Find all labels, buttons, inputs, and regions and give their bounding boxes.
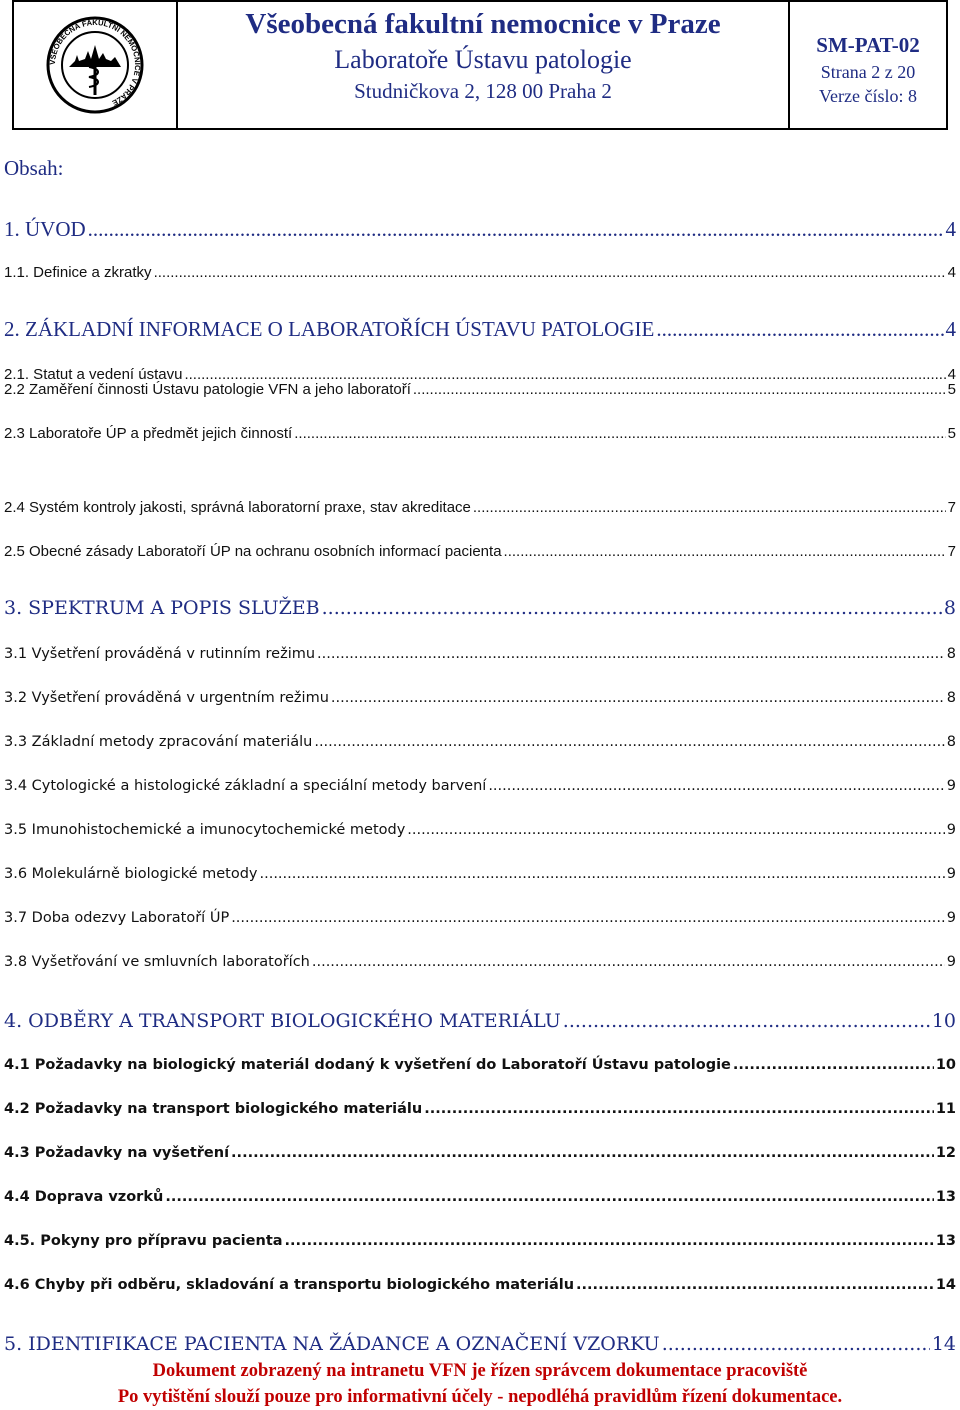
toc-entry[interactable] xyxy=(4,499,956,516)
address: Studničkova 2, 128 00 Praha 2 xyxy=(354,79,612,103)
institution-name: Všeobecná fakultní nemocnice v Praze xyxy=(245,8,721,40)
toc-entry-label: 2. ZÁKLADNÍ INFORMACE O LABORATOŘÍCH ÚSTAVU PATOLOGIE xyxy=(4,317,655,341)
toc-entry[interactable] xyxy=(4,217,956,242)
toc-entry-page: 4 xyxy=(947,264,956,281)
toc-entry[interactable] xyxy=(4,1145,956,1161)
document-code: SM-PAT-02 xyxy=(816,33,920,57)
toc-entry[interactable] xyxy=(4,1010,956,1032)
toc-entry-label: 4.2 Požadavky na transport biologického materiálu xyxy=(4,1101,423,1117)
version-info: Verze číslo: 8 xyxy=(819,86,917,106)
toc-entry[interactable] xyxy=(4,264,956,281)
toc-entry-label: 4. ODBĚRY A TRANSPORT BIOLOGICKÉHO MATERIÁLU xyxy=(4,1010,561,1032)
toc-entry[interactable] xyxy=(4,1189,956,1205)
toc-entry-page: 9 xyxy=(946,822,956,838)
contents-heading: Obsah: xyxy=(4,156,64,180)
toc-entry[interactable] xyxy=(4,954,956,970)
toc-entry-label: 2.1. Statut a vedení ústavu xyxy=(4,366,183,383)
toc-entry-page: 14 xyxy=(935,1277,956,1293)
toc-entry[interactable] xyxy=(4,1333,956,1355)
toc-entry-page: 13 xyxy=(935,1233,956,1249)
toc-entry[interactable] xyxy=(4,778,956,794)
toc-entry-page: 9 xyxy=(946,778,956,794)
toc-entry-page: 14 xyxy=(931,1333,956,1355)
toc-entry-page: 8 xyxy=(946,646,956,662)
toc-entry-page: 9 xyxy=(946,910,956,926)
toc-entry-page: 9 xyxy=(946,954,956,970)
toc-entry-page: 13 xyxy=(935,1189,956,1205)
toc-entry-label: 2.3 Laboratoře ÚP a předmět jejich činností xyxy=(4,425,293,442)
toc-entry-page: 4 xyxy=(945,217,956,241)
footer-notice-line-1: Dokument zobrazený na intranetu VFN je řízen správcem dokumentace pracoviště xyxy=(152,1361,808,1381)
toc-entry-label: 3.7 Doba odezvy Laboratoří ÚP xyxy=(4,910,230,926)
toc-entry[interactable] xyxy=(4,690,956,706)
seal-text: VŠEOBECNÁ FAKULTNÍ NEMOCNICE V PRAZE xyxy=(47,17,143,108)
toc-entry-page: 5 xyxy=(947,425,956,442)
toc-entry[interactable] xyxy=(4,866,956,882)
toc-entry-label: 1.1. Definice a zkratky xyxy=(4,264,152,281)
toc-entry-page: 11 xyxy=(935,1101,956,1117)
toc-entry-page: 7 xyxy=(947,499,956,516)
toc-entry-label: 4.3 Požadavky na vyšetření xyxy=(4,1145,230,1161)
toc-entry[interactable] xyxy=(4,597,956,619)
toc-entry-label: 2.5 Obecné zásady Laboratoří ÚP na ochranu osobních informací pacienta xyxy=(4,543,502,560)
toc-entry-page: 8 xyxy=(946,690,956,706)
footer-notice-line-2: Po vytištění slouží pouze pro informativní účely - nepodléhá pravidlům řízení dokumentace. xyxy=(117,1387,843,1407)
toc-entry-page: 8 xyxy=(946,734,956,750)
toc-entry[interactable] xyxy=(4,1101,956,1117)
toc-entry[interactable] xyxy=(4,734,956,750)
toc-entry-label: 1. ÚVOD xyxy=(4,217,86,241)
toc-entry-page: 7 xyxy=(947,543,956,560)
toc-entry[interactable] xyxy=(4,646,956,662)
toc-entry-label: 4.1 Požadavky na biologický materiál dodaný k vyšetření do Laboratoří Ústavu patologie xyxy=(4,1057,731,1073)
toc-entry-label: 2.4 Systém kontroly jakosti, správná laboratorní praxe, stav akreditace xyxy=(4,499,471,516)
toc-entry[interactable] xyxy=(4,425,956,442)
toc-entry-page: 9 xyxy=(946,866,956,882)
toc-entry-label: 4.5. Pokyny pro přípravu pacienta xyxy=(4,1233,283,1249)
toc-entry-page: 10 xyxy=(935,1057,956,1073)
toc-entry-label: 3. SPEKTRUM A POPIS SLUŽEB xyxy=(4,597,320,619)
toc-entry-label: 3.2 Vyšetření prováděná v urgentním režimu xyxy=(4,690,329,706)
toc-entry[interactable] xyxy=(4,1057,956,1073)
toc-entry-label: 4.6 Chyby při odběru, skladování a transportu biologického materiálu xyxy=(4,1277,575,1293)
toc-entry-label: 3.1 Vyšetření prováděná v rutinním režimu xyxy=(4,646,316,662)
toc-entry[interactable] xyxy=(4,910,956,926)
toc-entry-label: 3.8 Vyšetřování ve smluvních laboratořích xyxy=(4,954,310,970)
toc-entry-label: 2.2 Zaměření činnosti Ústavu patologie VFN a jeho laboratoří xyxy=(4,381,411,398)
toc-entry-label: 3.6 Molekulárně biologické metody xyxy=(4,866,258,882)
toc-entry-page: 12 xyxy=(935,1145,956,1161)
toc-entry-page: 4 xyxy=(945,317,956,341)
toc-entry-page: 5 xyxy=(947,381,956,398)
toc-entry-label: 4.4 Doprava vzorků xyxy=(4,1189,164,1205)
document-footer xyxy=(0,1358,960,1410)
toc-entry-page: 10 xyxy=(931,1010,956,1032)
toc-entry-label: 5. IDENTIFIKACE PACIENTA NA ŽÁDANCE A OZNAČENÍ VZORKU xyxy=(4,1333,660,1355)
toc-entry-page: 8 xyxy=(943,597,956,619)
toc-entry[interactable] xyxy=(4,1233,956,1249)
department-name: Laboratoře Ústavu patologie xyxy=(334,45,632,74)
toc-entry[interactable] xyxy=(4,317,956,342)
toc-entry-page: 4 xyxy=(947,366,956,383)
toc-entry[interactable] xyxy=(4,822,956,838)
toc-entry[interactable] xyxy=(4,543,956,560)
toc-entry[interactable] xyxy=(4,1277,956,1293)
toc-entry-label: 3.3 Základní metody zpracování materiálu xyxy=(4,734,313,750)
toc-entry[interactable] xyxy=(4,381,956,398)
toc-entry-label: 3.5 Imunohistochemické a imunocytochemické metody xyxy=(4,822,406,838)
page-info: Strana 2 z 20 xyxy=(820,62,916,82)
toc-entry-label: 3.4 Cytologické a histologické základní a speciální metody barvení xyxy=(4,778,487,794)
